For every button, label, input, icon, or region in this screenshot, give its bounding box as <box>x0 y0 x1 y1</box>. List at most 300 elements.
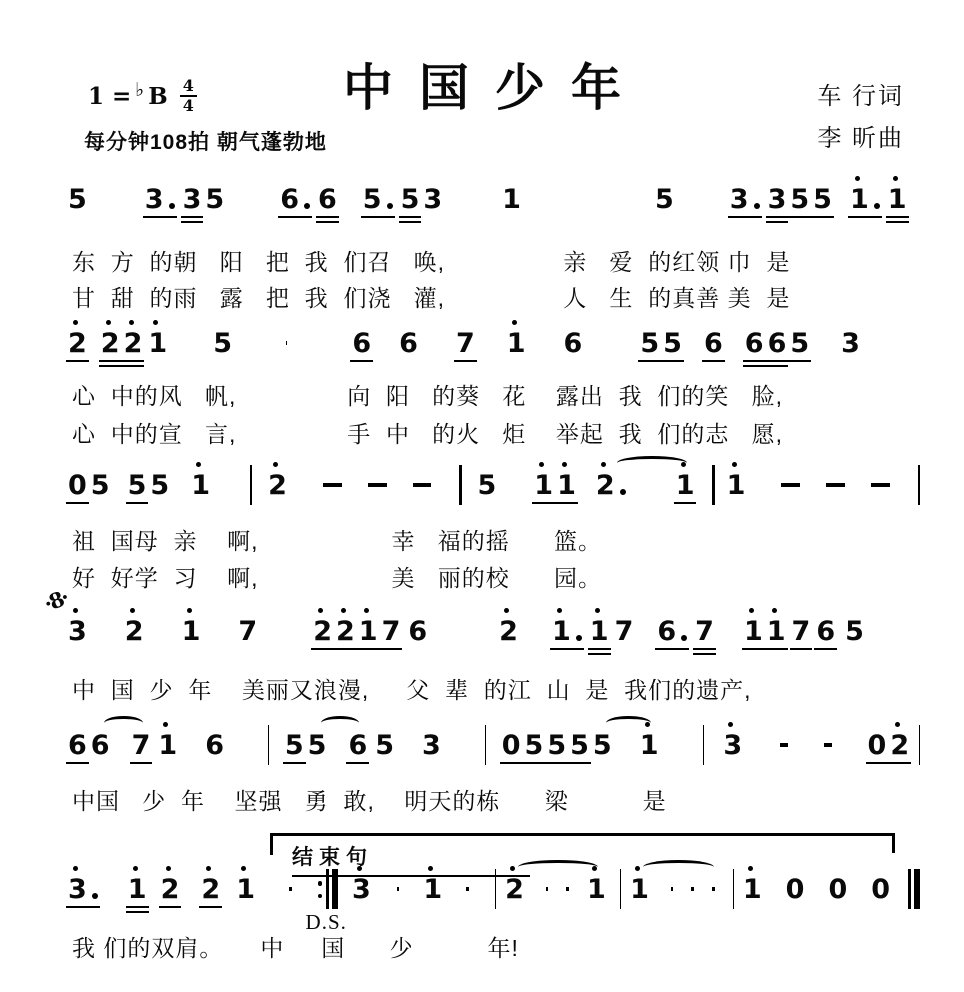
note-digit: 5 <box>654 184 674 215</box>
lyric-line: 东 方 的朝 阳 把 我 们召 唤, 亲 爱 的红领 巾 是 <box>72 249 791 275</box>
note <box>676 472 695 499</box>
note <box>590 618 609 645</box>
octave-dot <box>130 608 135 613</box>
note-digit: 7 <box>455 328 475 359</box>
note <box>499 618 518 645</box>
augmentation-dot <box>754 203 760 209</box>
barline <box>459 465 461 505</box>
beam-line <box>545 762 568 765</box>
note <box>352 330 371 357</box>
ending-bracket-corner <box>270 833 273 855</box>
beam-line <box>357 648 380 651</box>
note-digit: 5 <box>375 730 395 761</box>
octave-dot <box>73 608 78 613</box>
beam-line <box>399 221 422 224</box>
beam-line <box>788 216 811 219</box>
note-digit: 0 <box>871 874 891 905</box>
beam-line <box>66 360 89 363</box>
note <box>640 330 659 357</box>
dash-note <box>466 887 469 891</box>
octave-dot <box>893 176 898 181</box>
dash-note <box>671 887 674 891</box>
note-digit: 3 <box>422 730 441 761</box>
note-digit: 2 <box>123 328 143 359</box>
beam-line <box>122 360 145 363</box>
note <box>868 732 887 759</box>
note <box>68 732 87 759</box>
augmentation-dot <box>304 203 310 209</box>
note <box>238 618 257 645</box>
music-system <box>60 874 920 961</box>
note-digit: 1 <box>589 616 609 647</box>
note <box>888 186 907 213</box>
beam-line <box>399 216 422 219</box>
beam-line <box>674 502 697 505</box>
octave-dot <box>595 608 600 613</box>
note <box>348 732 367 759</box>
note <box>547 732 566 759</box>
note-digit: 6 <box>563 328 583 359</box>
octave-dot <box>895 722 900 727</box>
note-digit: 5 <box>640 328 660 359</box>
beam-line <box>66 762 89 765</box>
note <box>507 330 526 357</box>
note <box>704 330 723 357</box>
octave-dot <box>318 608 323 613</box>
octave-dot <box>557 608 562 613</box>
note <box>423 876 442 903</box>
note <box>723 732 742 759</box>
beam-line <box>588 653 611 656</box>
note-digit: 6 <box>816 616 836 647</box>
beam-line <box>346 762 369 765</box>
beam-line <box>126 911 149 914</box>
note-digit: 3 <box>68 874 87 905</box>
note-digit: 1 <box>639 730 659 761</box>
dash-note <box>826 483 845 487</box>
note <box>570 732 589 759</box>
note-digit: 1 <box>557 470 576 501</box>
note-digit: 0 <box>785 874 805 905</box>
octave-dot <box>166 866 171 871</box>
note <box>743 876 762 903</box>
note <box>534 472 553 499</box>
note <box>552 618 582 645</box>
beam-line <box>316 216 339 219</box>
note <box>68 876 98 903</box>
note-digit: 2 <box>595 470 615 501</box>
flat-icon: ♭ <box>135 79 145 101</box>
octave-dot <box>364 608 369 613</box>
lyric-line: 心 中的风 帆, 向 阳 的葵 花 露出 我 们的笑 脸, <box>72 383 783 409</box>
note <box>727 472 746 499</box>
note <box>596 472 626 499</box>
note <box>145 186 175 213</box>
note-digit: 0 <box>68 470 87 501</box>
note <box>744 618 763 645</box>
note-digit: 1 <box>127 874 147 905</box>
note <box>201 876 220 903</box>
octave-dot <box>341 608 346 613</box>
beam-line <box>159 906 182 909</box>
note <box>790 186 809 213</box>
beam-line <box>316 221 339 224</box>
octave-dot <box>512 320 517 325</box>
note <box>505 876 524 903</box>
note <box>182 618 201 645</box>
note <box>268 472 287 499</box>
note-digit: 5 <box>477 470 497 501</box>
tie-arc <box>321 716 359 730</box>
note <box>125 618 144 645</box>
note-digit: 1 <box>743 616 763 647</box>
dash-note <box>824 743 832 747</box>
dash-note <box>780 743 788 747</box>
beam-line <box>523 762 546 765</box>
note <box>422 732 441 759</box>
barline-thin <box>908 869 911 909</box>
octave-dot <box>73 866 78 871</box>
note <box>128 472 147 499</box>
note-digit: 2 <box>268 470 287 501</box>
note-digit: 1 <box>726 470 746 501</box>
augmentation-dot <box>681 635 687 641</box>
note <box>850 186 880 213</box>
barline <box>712 465 714 505</box>
beam-line <box>702 360 725 363</box>
note-digit: 7 <box>791 616 811 647</box>
beam-line <box>66 906 100 909</box>
note-digit: 5 <box>663 328 682 359</box>
note-digit: 6 <box>767 328 787 359</box>
note <box>213 330 232 357</box>
key-signature <box>88 78 197 114</box>
beam-line <box>661 360 684 363</box>
beam-line <box>766 216 789 219</box>
beam-line <box>728 216 762 219</box>
beam-line <box>278 216 312 219</box>
note-digit: 1 <box>630 874 649 905</box>
beam-line <box>588 648 611 651</box>
notes-row <box>60 732 920 766</box>
note-digit: 6 <box>352 328 372 359</box>
octave-dot <box>187 608 192 613</box>
note-digit: 5 <box>150 470 170 501</box>
beam-line <box>181 216 204 219</box>
note-digit: 5 <box>592 730 612 761</box>
lyric-line: 心 中的宣 言, 手 中 的火 炬 举起 我 们的志 愿, <box>72 421 783 447</box>
beam-line <box>743 365 766 368</box>
beam-line <box>122 365 145 368</box>
note <box>587 876 606 903</box>
note-digit: 6 <box>205 730 224 761</box>
note <box>158 732 177 759</box>
note-digit: 5 <box>790 328 810 359</box>
beam-line <box>181 221 204 224</box>
beam-line <box>766 221 789 224</box>
octave-dot <box>855 176 860 181</box>
note <box>816 618 835 645</box>
note-digit: 2 <box>68 328 87 359</box>
barline <box>250 465 252 505</box>
ending-phrase-label: 结束句 <box>292 841 530 877</box>
beam-line <box>99 365 122 368</box>
octave-dot <box>153 320 158 325</box>
beam-line <box>814 648 837 651</box>
note-digit: 1 <box>358 616 378 647</box>
beam-line <box>788 360 811 363</box>
beam-line <box>126 502 149 505</box>
note-digit: 1 <box>423 874 443 905</box>
notes-row <box>60 472 920 506</box>
note-digit: 5 <box>547 730 567 761</box>
note-digit: 1 <box>887 184 907 215</box>
note-digit: 6 <box>68 730 87 761</box>
beam-line <box>638 360 661 363</box>
note <box>183 186 202 213</box>
note <box>280 186 310 213</box>
page-title: 中国少年 <box>343 59 647 117</box>
dash-note <box>546 887 549 891</box>
octave-dot <box>196 462 201 467</box>
note-digit: 5 <box>127 470 147 501</box>
note <box>790 330 809 357</box>
beam-line <box>130 762 153 765</box>
note <box>640 732 659 759</box>
ds-label: D.S. <box>305 910 347 934</box>
octave-dot <box>562 462 567 467</box>
music-system <box>60 328 920 447</box>
octave-dot <box>732 462 737 467</box>
note-digit: 2 <box>890 730 910 761</box>
time-signature <box>180 78 197 114</box>
dash-note <box>871 483 890 487</box>
octave-dot <box>504 608 509 613</box>
time-signature-top: 4 <box>180 78 197 97</box>
note-digit: 2 <box>100 328 120 359</box>
note <box>128 876 147 903</box>
note-digit: 1 <box>236 874 255 905</box>
beam-line <box>886 216 909 219</box>
note <box>68 330 87 357</box>
note-digit: 7 <box>614 616 634 647</box>
note <box>68 186 87 213</box>
note <box>132 732 151 759</box>
note <box>382 618 401 645</box>
beam-line <box>311 648 334 651</box>
note-digit: 6 <box>399 328 418 359</box>
note <box>101 330 120 357</box>
octave-dot <box>106 320 111 325</box>
note-digit: 6 <box>348 730 368 761</box>
composer-credit: 李 昕曲 <box>817 125 904 152</box>
note-digit: 5 <box>68 184 87 215</box>
note-digit: 6 <box>90 730 110 761</box>
note-digit: 6 <box>408 616 428 647</box>
dash-note <box>691 887 694 891</box>
note <box>767 618 786 645</box>
beam-line <box>693 648 716 651</box>
octave-dot <box>273 462 278 467</box>
note <box>91 732 110 759</box>
note-digit: 7 <box>238 616 258 647</box>
note-digit: 7 <box>131 730 151 761</box>
note-digit: 5 <box>570 730 589 761</box>
octave-dot <box>133 866 138 871</box>
dash-note <box>397 887 400 891</box>
beam-line <box>361 216 395 219</box>
note <box>401 186 420 213</box>
note-digit: 5 <box>524 730 544 761</box>
note-digit: 3 <box>352 874 371 905</box>
octave-dot <box>73 320 78 325</box>
beam-line <box>693 653 716 656</box>
note <box>564 330 583 357</box>
beam-line <box>380 648 403 651</box>
dash-note <box>566 887 569 891</box>
note <box>663 330 682 357</box>
note-digit: 6 <box>280 184 299 215</box>
augmentation-dot <box>576 635 582 641</box>
note <box>557 472 576 499</box>
note-digit: 1 <box>506 328 526 359</box>
note-digit: 6 <box>317 184 337 215</box>
music-system <box>40 584 920 703</box>
beam-line <box>790 648 813 651</box>
beam-line <box>555 502 578 505</box>
note-digit: 7 <box>381 616 401 647</box>
note-digit: 1 <box>766 616 786 647</box>
note <box>359 618 378 645</box>
dash-note <box>712 887 715 891</box>
note <box>285 732 304 759</box>
note <box>205 186 224 213</box>
note <box>845 618 864 645</box>
beam-line <box>143 216 177 219</box>
beam-line <box>848 216 882 219</box>
lyric-line: 好 好学 习 啊, 美 丽的校 园。 <box>72 565 603 591</box>
beam-line <box>766 365 789 368</box>
note-digit: 1 <box>191 470 210 501</box>
note <box>655 186 674 213</box>
note-digit: 5 <box>362 184 382 215</box>
dash-note <box>289 887 292 891</box>
beam-line <box>283 762 306 765</box>
note-digit: 2 <box>201 874 221 905</box>
note-digit: 1 <box>148 328 168 359</box>
barline <box>485 725 486 765</box>
lyric-line: 我 们的双肩。 中 国 少 年! <box>72 935 519 961</box>
notes-row <box>60 618 920 652</box>
note-digit: 5 <box>205 184 225 215</box>
note-digit: 3 <box>423 184 443 215</box>
dash-note <box>413 483 432 487</box>
note-digit: 1 <box>181 616 201 647</box>
note <box>871 876 890 903</box>
beam-line <box>742 648 765 651</box>
beam-line <box>454 360 477 363</box>
note-digit: 3 <box>68 616 87 647</box>
octave-dot <box>206 866 211 871</box>
octave-dot <box>728 722 733 727</box>
note-digit: 5 <box>284 730 304 761</box>
note <box>399 330 418 357</box>
lyric-line: 甘 甜 的雨 露 把 我 们浇 灌, 人 生 的真善 美 是 <box>72 285 791 311</box>
note-digit: 5 <box>790 184 810 215</box>
note-digit: 3 <box>182 184 202 215</box>
note-digit: 0 <box>867 730 887 761</box>
beam-line <box>532 502 555 505</box>
octave-dot <box>601 462 606 467</box>
note <box>318 186 337 213</box>
barline <box>919 725 920 765</box>
beam-line <box>568 762 591 765</box>
music-system <box>60 730 920 814</box>
beam-line <box>126 906 149 909</box>
beam-line <box>811 216 834 219</box>
note <box>363 186 393 213</box>
note-digit: 2 <box>505 874 524 905</box>
note <box>423 186 442 213</box>
note-digit: 5 <box>813 184 832 215</box>
repeat-barline <box>305 876 347 934</box>
music-system <box>60 184 920 311</box>
octave-dot <box>772 608 777 613</box>
note-digit: 2 <box>313 616 332 647</box>
repeat-dots <box>318 876 323 903</box>
barline <box>703 725 704 765</box>
note-digit: 2 <box>124 616 144 647</box>
beam-line <box>334 648 357 651</box>
octave-dot <box>748 866 753 871</box>
note-digit: 7 <box>695 616 714 647</box>
note-digit: 2 <box>499 616 518 647</box>
tempo-marking: 每分钟108拍 朝气蓬勃地 <box>84 131 327 154</box>
notes-row <box>60 874 920 934</box>
note <box>615 618 634 645</box>
repeat-dot <box>318 881 323 886</box>
lyric-line: 中国 少 年 坚强 勇 敢, 明天的栋 梁 是 <box>72 788 667 814</box>
beam-line <box>743 360 766 363</box>
tie-arc <box>643 860 714 874</box>
note <box>148 330 167 357</box>
dash-note <box>781 483 800 487</box>
note <box>91 472 110 499</box>
note <box>336 618 355 645</box>
segno-icon: ·8· <box>40 584 72 617</box>
note-digit: 1 <box>551 616 571 647</box>
note <box>593 732 612 759</box>
note <box>313 618 332 645</box>
note-digit: 5 <box>213 328 232 359</box>
note-digit: 6 <box>657 616 677 647</box>
beam-line <box>765 648 788 651</box>
beam-line <box>350 360 373 363</box>
note <box>730 186 760 213</box>
octave-dot <box>539 462 544 467</box>
barline <box>268 725 269 765</box>
key-prefix: 1 = <box>88 82 132 110</box>
note-digit: 1 <box>849 184 869 215</box>
note <box>502 186 521 213</box>
note-digit: 6 <box>703 328 723 359</box>
credits <box>817 76 904 160</box>
note <box>124 330 143 357</box>
note <box>890 732 909 759</box>
note <box>792 618 811 645</box>
barline-thick <box>914 869 921 909</box>
augmentation-dot <box>169 203 175 209</box>
